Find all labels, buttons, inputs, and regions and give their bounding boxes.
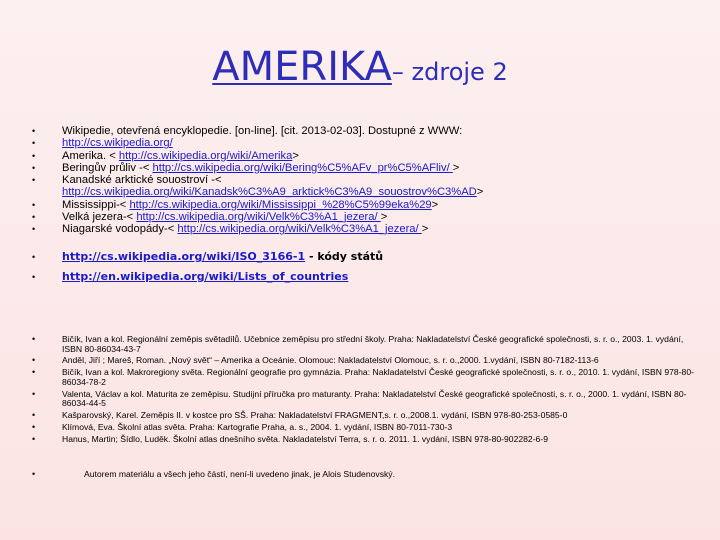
web-sources-list	[32, 125, 702, 236]
list-item: • Mississippi-< http://cs.wikipedia.org/wiki/Mississippi_%28%C5%99eka%29>	[32, 199, 702, 211]
source-link[interactable]: http://cs.wikipedia.org/wiki/Velk%C3%A1_jezera/	[136, 211, 381, 224]
list-item: • Klímová, Eva. Školní atlas světa. Praha: Kartografie Praha, a. s., 2004. 1. vydání, ISBN 80-7011-730-3	[32, 423, 702, 433]
source-link[interactable]: http://cs.wikipedia.org/wiki/ISO_3166-1	[62, 250, 306, 263]
list-item: • Anděl, Jiří ; Mareš, Roman. „Nový svět“ – Amerika a Oceánie. Olomouc: Nakladatelství Olomouc, s. r. o.,2000. 1.vydání, ISBN 80-7182-113-6	[32, 356, 702, 366]
source-link[interactable]: http://cs.wikipedia.org/wiki/Velk%C3%A1_jezera/	[177, 223, 422, 236]
book-sources-list	[32, 335, 702, 447]
list-item: • Niagarské vodopády-< http://cs.wikipedia.org/wiki/Velk%C3%A1_jezera/ >	[32, 223, 702, 235]
list-item	[32, 137, 702, 149]
list-item: • Amerika. < http://cs.wikipedia.org/wiki/Amerika>	[32, 150, 702, 162]
list-item	[32, 469, 702, 479]
title-main: AMERIKA	[212, 44, 392, 90]
source-link[interactable]: http://cs.wikipedia.org/wiki/Mississippi_%28%C5%99eka%29	[129, 198, 432, 211]
list-item: • Valenta, Václav a kol. Maturita ze zeměpisu. Studijní příručka pro maturanty. Praha: Nakladatelství České geografické společnosti, s. r. o., 2000. 1. vydání, ISBN 80-86034-44-5	[32, 390, 702, 409]
source-link[interactable]: http://cs.wikipedia.org/	[62, 137, 173, 150]
list-item: • Wikipedie, otevřená encyklopedie. [on-line]. [cit. 2013-02-03]. Dostupné z WWW:	[32, 125, 702, 137]
list-item: • http://cs.wikipedia.org/wiki/ISO_3166-1 - kódy států	[32, 247, 702, 267]
list-item: • Bičík, Ivan a kol. Makroregiony světa. Regionální geografie pro gymnázia. Praha: Nakladatelství České geografické společnosti, s. r. o., 2010. 1. vydání, ISBN 978-80-86034-78-2	[32, 368, 702, 387]
author-note-list	[32, 469, 702, 479]
list-item: • Hanus, Martin; Šídlo, Luděk. Školní atlas dnešního světa. Nakladatelství Terra, s. r. o. 2011. 1. vydání, ISBN 978-80-902282-6-9	[32, 435, 702, 445]
code-sources-list	[32, 247, 702, 287]
source-link[interactable]: http://en.wikipedia.org/wiki/Lists_of_countries	[62, 270, 349, 283]
list-item: • Bičík, Ivan a kol. Regionální zeměpis světadílů. Učebnice zeměpisu pro střední školy. Praha: Nakladatelství České geografické společnosti, s. r. o., 2003. 1. vydání, ISBN 80-86034-43-7	[32, 335, 702, 354]
slide-title	[0, 44, 720, 90]
list-item: • Kašparovský, Karel. Zeměpis II. v kostce pro SŠ. Praha: Nakladatelství FRAGMENT,s. r. o.,2008.1. vydání, ISBN 978-80-253-0585-0	[32, 411, 702, 421]
title-subtitle: – zdroje 2	[391, 58, 508, 86]
list-item	[32, 267, 702, 287]
list-item: • Beringův průliv -< http://cs.wikipedia.org/wiki/Bering%C5%AFv_pr%C5%AFliv/ >	[32, 162, 702, 174]
source-link[interactable]: http://cs.wikipedia.org/wiki/Amerika	[118, 149, 293, 162]
author-note: Autorem materiálu a všech jeho částí, není-li uvedeno jinak, je Alois Studenovský.	[84, 469, 395, 479]
list-item: • Velká jezera-< http://cs.wikipedia.org/wiki/Velk%C3%A1_jezera/ >	[32, 211, 702, 223]
source-link[interactable]: http://cs.wikipedia.org/wiki/Kanadsk%C3%A9_arktick%C3%A9_souostrov%C3%AD	[62, 186, 477, 199]
list-item: • Kanadské arktické souostroví -< http://cs.wikipedia.org/wiki/Kanadsk%C3%A9_arktick%C3%A9_souostrov%C3%AD>	[32, 174, 702, 199]
source-link[interactable]: http://cs.wikipedia.org/wiki/Bering%C5%AFv_pr%C5%AFliv/	[152, 161, 453, 174]
